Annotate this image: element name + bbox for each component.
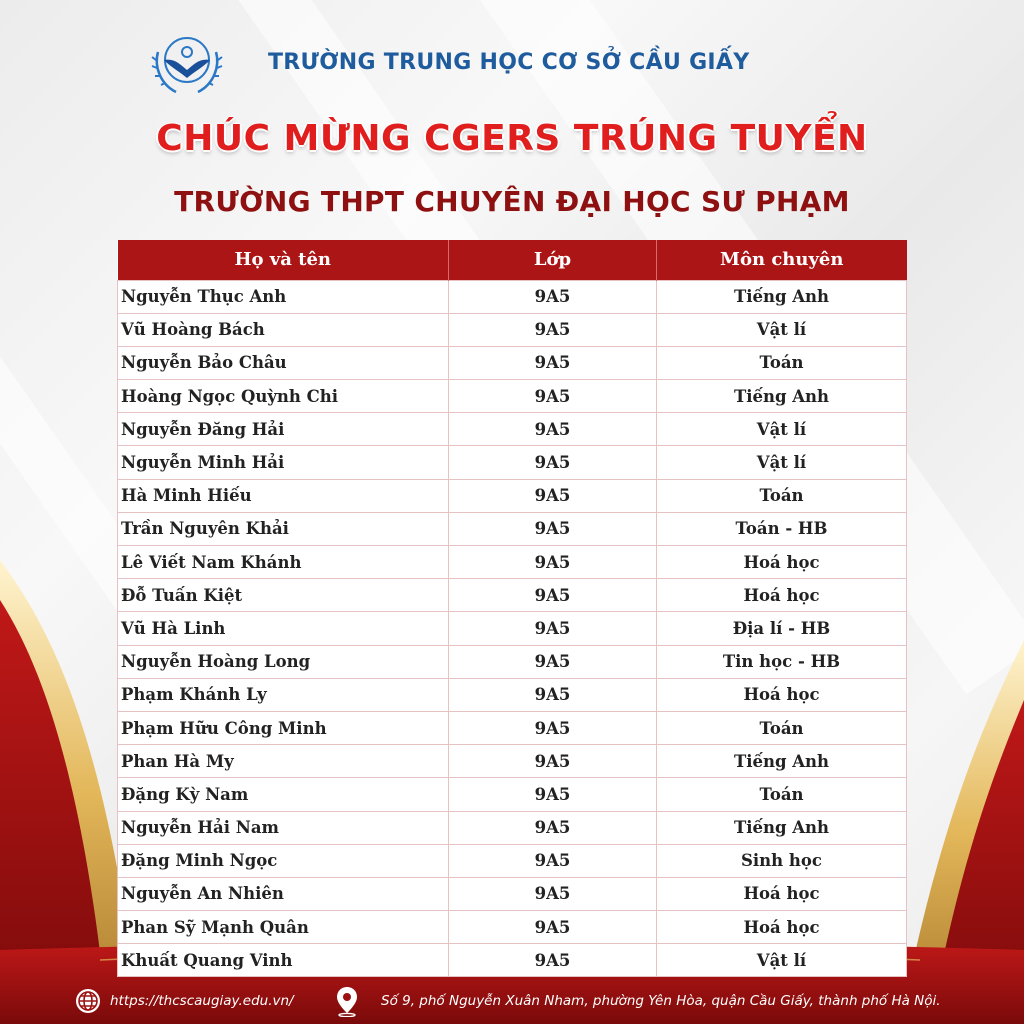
column-header-name: Họ và tên — [118, 240, 449, 280]
student-name: Lê Viết Nam Khánh — [118, 546, 449, 579]
table-row — [118, 811, 907, 844]
student-subject: Toán — [657, 778, 907, 811]
student-subject: Toán - HB — [657, 512, 907, 545]
student-class: 9A5 — [449, 778, 657, 811]
student-name: Vũ Hoàng Bách — [118, 313, 449, 346]
column-header-subject: Môn chuyên — [657, 240, 907, 280]
student-subject: Tiếng Anh — [657, 811, 907, 844]
student-class: 9A5 — [449, 811, 657, 844]
student-class: 9A5 — [449, 579, 657, 612]
student-subject: Hoá học — [657, 678, 907, 711]
student-name: Vũ Hà Linh — [118, 612, 449, 645]
student-subject: Tiếng Anh — [657, 745, 907, 778]
table-row — [118, 678, 907, 711]
student-subject: Địa lí - HB — [657, 612, 907, 645]
table-row — [118, 877, 907, 910]
table-row — [118, 479, 907, 512]
table-row — [118, 413, 907, 446]
student-class: 9A5 — [449, 313, 657, 346]
student-subject: Vật lí — [657, 413, 907, 446]
student-subject: Hoá học — [657, 579, 907, 612]
student-name: Phạm Hữu Công Minh — [118, 711, 449, 744]
results-table — [117, 240, 906, 977]
school-logo — [150, 30, 224, 102]
student-name: Nguyễn Đăng Hải — [118, 413, 449, 446]
table-row — [118, 512, 907, 545]
student-class: 9A5 — [449, 413, 657, 446]
table-row — [118, 579, 907, 612]
page-headline: CHÚC MỪNG CGERS TRÚNG TUYỂN — [156, 118, 868, 159]
table-row — [118, 711, 907, 744]
student-subject: Toán — [657, 479, 907, 512]
student-class: 9A5 — [449, 711, 657, 744]
student-name: Hà Minh Hiếu — [118, 479, 449, 512]
student-subject: Hoá học — [657, 911, 907, 944]
student-name: Trần Nguyên Khải — [118, 512, 449, 545]
table-header-row — [118, 240, 907, 280]
student-name: Nguyễn Minh Hải — [118, 446, 449, 479]
table-row — [118, 944, 907, 977]
table-row — [118, 546, 907, 579]
school-name: TRƯỜNG TRUNG HỌC CƠ SỞ CẦU GIẤY — [268, 50, 750, 75]
student-class: 9A5 — [449, 612, 657, 645]
student-subject: Vật lí — [657, 446, 907, 479]
column-header-class: Lớp — [449, 240, 657, 280]
student-subject: Toán — [657, 711, 907, 744]
student-class: 9A5 — [449, 546, 657, 579]
table-row — [118, 911, 907, 944]
student-name: Nguyễn Bảo Châu — [118, 346, 449, 379]
table-row — [118, 446, 907, 479]
student-subject: Tin học - HB — [657, 645, 907, 678]
map-pin-icon — [334, 985, 360, 1017]
student-class: 9A5 — [449, 844, 657, 877]
student-name: Phạm Khánh Ly — [118, 678, 449, 711]
student-class: 9A5 — [449, 877, 657, 910]
student-subject: Tiếng Anh — [657, 280, 907, 313]
student-class: 9A5 — [449, 944, 657, 977]
student-class: 9A5 — [449, 346, 657, 379]
student-class: 9A5 — [449, 745, 657, 778]
footer — [0, 982, 1024, 1022]
website-link[interactable]: https://thcscaugiay.edu.vn/ — [110, 993, 294, 1009]
student-subject: Hoá học — [657, 546, 907, 579]
table-row — [118, 313, 907, 346]
table-row — [118, 645, 907, 678]
student-name: Hoàng Ngọc Quỳnh Chi — [118, 380, 449, 413]
table-row — [118, 612, 907, 645]
table-row — [118, 844, 907, 877]
student-name: Phan Hà My — [118, 745, 449, 778]
student-name: Khuất Quang Vinh — [118, 944, 449, 977]
student-subject: Vật lí — [657, 313, 907, 346]
table-row — [118, 346, 907, 379]
page-subheadline: TRƯỜNG THPT CHUYÊN ĐẠI HỌC SƯ PHẠM — [174, 185, 850, 218]
student-name: Đặng Minh Ngọc — [118, 844, 449, 877]
student-name: Nguyễn Thục Anh — [118, 280, 449, 313]
student-class: 9A5 — [449, 280, 657, 313]
student-class: 9A5 — [449, 380, 657, 413]
student-subject: Toán — [657, 346, 907, 379]
address-text: Số 9, phố Nguyễn Xuân Nham, phường Yên Hòa, quận Cầu Giấy, thành phố Hà Nội. — [381, 993, 941, 1009]
table-row — [118, 778, 907, 811]
student-class: 9A5 — [449, 446, 657, 479]
student-class: 9A5 — [449, 911, 657, 944]
student-subject: Hoá học — [657, 877, 907, 910]
table-row — [118, 380, 907, 413]
student-name: Đặng Kỳ Nam — [118, 778, 449, 811]
student-class: 9A5 — [449, 512, 657, 545]
table-row — [118, 280, 907, 313]
student-class: 9A5 — [449, 479, 657, 512]
student-class: 9A5 — [449, 645, 657, 678]
student-subject: Sinh học — [657, 844, 907, 877]
student-subject: Tiếng Anh — [657, 380, 907, 413]
globe-icon — [74, 987, 102, 1015]
table-row — [118, 745, 907, 778]
student-name: Nguyễn Hoàng Long — [118, 645, 449, 678]
student-name: Nguyễn An Nhiên — [118, 877, 449, 910]
student-name: Phan Sỹ Mạnh Quân — [118, 911, 449, 944]
student-class: 9A5 — [449, 678, 657, 711]
student-name: Đỗ Tuấn Kiệt — [118, 579, 449, 612]
student-name: Nguyễn Hải Nam — [118, 811, 449, 844]
student-subject: Vật lí — [657, 944, 907, 977]
